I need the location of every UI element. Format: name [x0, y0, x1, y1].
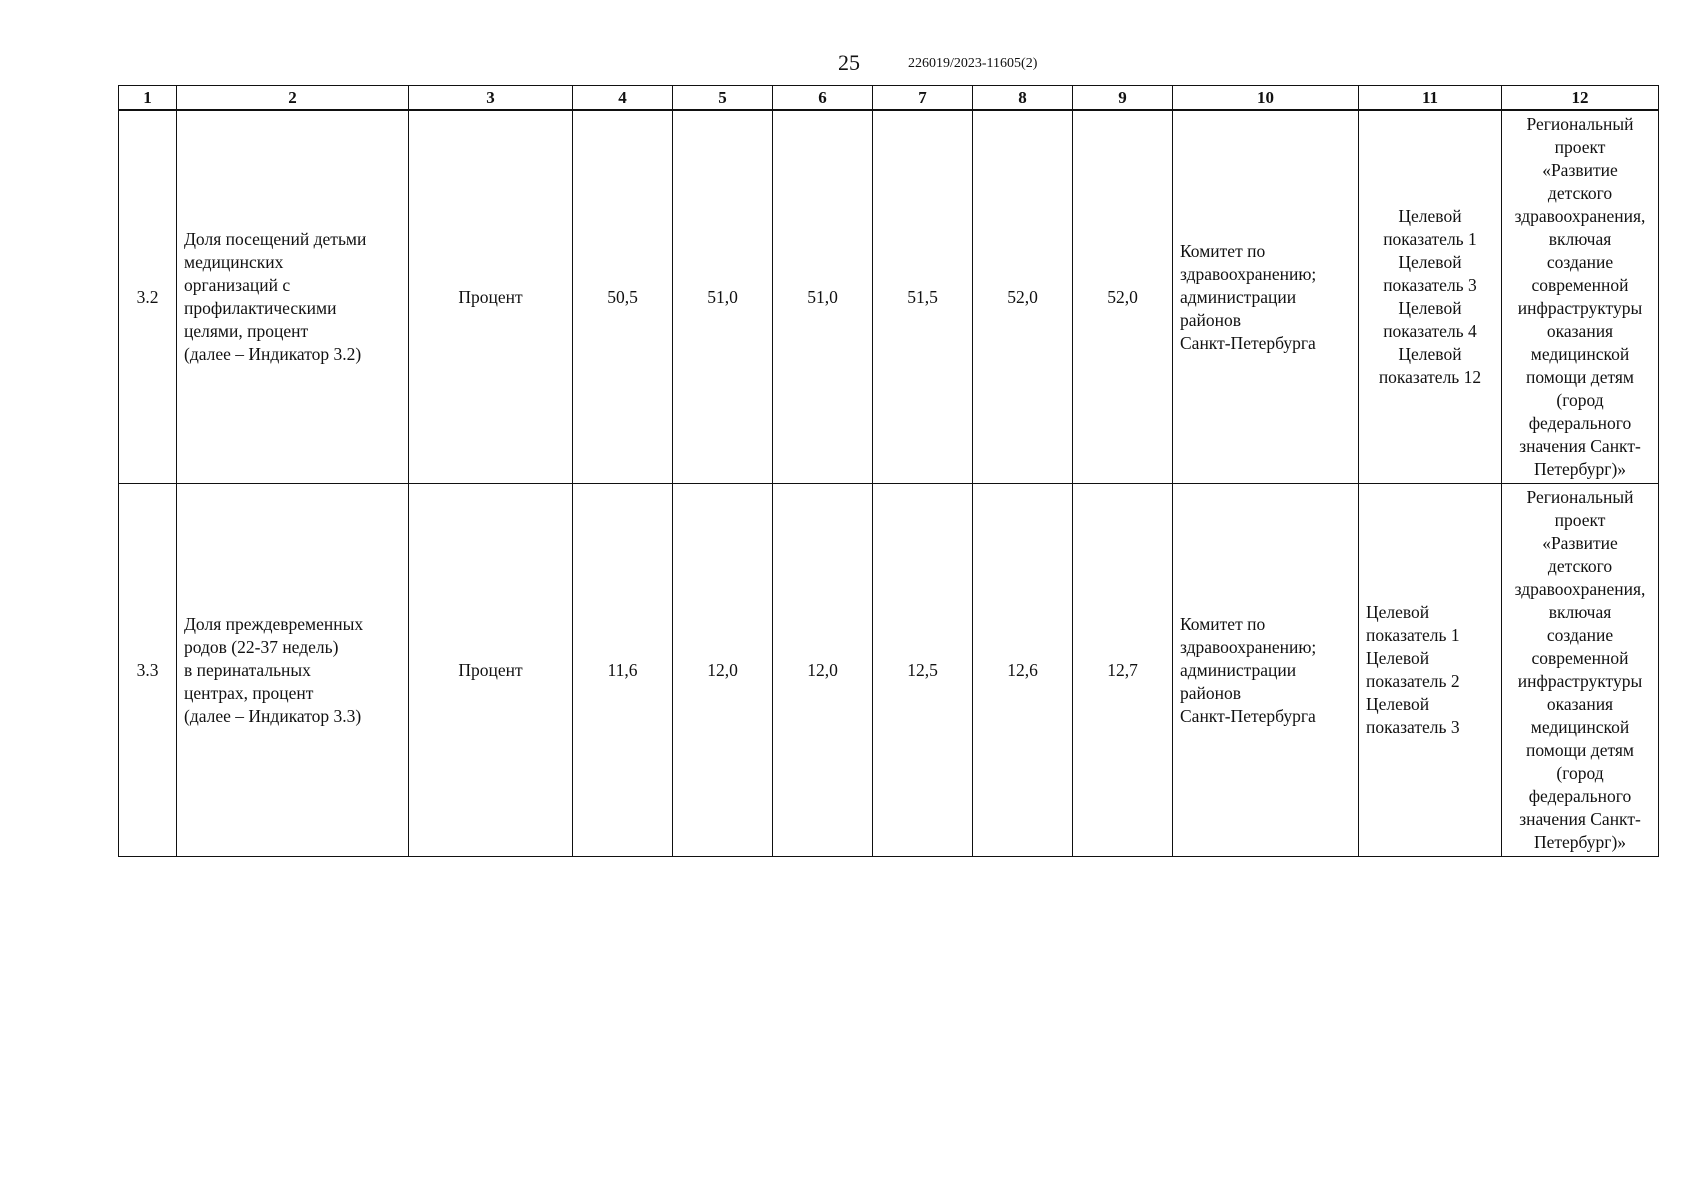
target-indicators: Целевой показатель 1 Целевой показатель 2 Целевой показатель 3 [1359, 484, 1502, 857]
target-indicators: Целевой показатель 1 Целевой показатель 3 Целевой показатель 4 Целевой показатель 12 [1359, 110, 1502, 484]
value-cell: 51,0 [773, 110, 873, 484]
regional-project: Региональный проект «Развитие детского здравоохранения, включая создание современной инфраструктуры оказания медицинской помощи детям (город федерального значения Санкт- Петербург)» [1502, 110, 1659, 484]
value-cell: 12,6 [973, 484, 1073, 857]
column-header: 8 [973, 86, 1073, 111]
indicator-name: Доля преждевременных родов (22-37 недель) в перинатальных центрах, процент (далее – Индикатор 3.3) [177, 484, 409, 857]
column-header: 6 [773, 86, 873, 111]
column-header: 7 [873, 86, 973, 111]
column-header: 2 [177, 86, 409, 111]
column-header: 3 [409, 86, 573, 111]
indicator-id: 3.2 [119, 110, 177, 484]
column-number-row [119, 86, 1659, 111]
value-cell: 11,6 [573, 484, 673, 857]
column-header: 10 [1173, 86, 1359, 111]
value-cell: 12,7 [1073, 484, 1173, 857]
column-header: 1 [119, 86, 177, 111]
value-cell: 12,5 [873, 484, 973, 857]
column-header: 12 [1502, 86, 1659, 111]
document-code: 226019/2023-11605(2) [908, 56, 1038, 71]
column-header: 4 [573, 86, 673, 111]
unit: Процент [409, 484, 573, 857]
column-header: 9 [1073, 86, 1173, 111]
column-header: 5 [673, 86, 773, 111]
value-cell: 51,0 [673, 110, 773, 484]
executor: Комитет по здравоохранению; администрации районов Санкт-Петербурга [1173, 484, 1359, 857]
table-row [119, 110, 1659, 484]
column-header: 11 [1359, 86, 1502, 111]
value-cell: 12,0 [773, 484, 873, 857]
table-row [119, 484, 1659, 857]
indicator-name: Доля посещений детьми медицинских организаций с профилактическими целями, процент (далее – Индикатор 3.2) [177, 110, 409, 484]
indicator-id: 3.3 [119, 484, 177, 857]
unit: Процент [409, 110, 573, 484]
regional-project: Региональный проект «Развитие детского здравоохранения, включая создание современной инфраструктуры оказания медицинской помощи детям (город федерального значения Санкт- Петербург)» [1502, 484, 1659, 857]
value-cell: 12,0 [673, 484, 773, 857]
indicators-table [118, 85, 1659, 857]
value-cell: 50,5 [573, 110, 673, 484]
executor: Комитет по здравоохранению; администрации районов Санкт-Петербурга [1173, 110, 1359, 484]
value-cell: 52,0 [1073, 110, 1173, 484]
value-cell: 51,5 [873, 110, 973, 484]
page-number: 25 [838, 50, 860, 75]
value-cell: 52,0 [973, 110, 1073, 484]
